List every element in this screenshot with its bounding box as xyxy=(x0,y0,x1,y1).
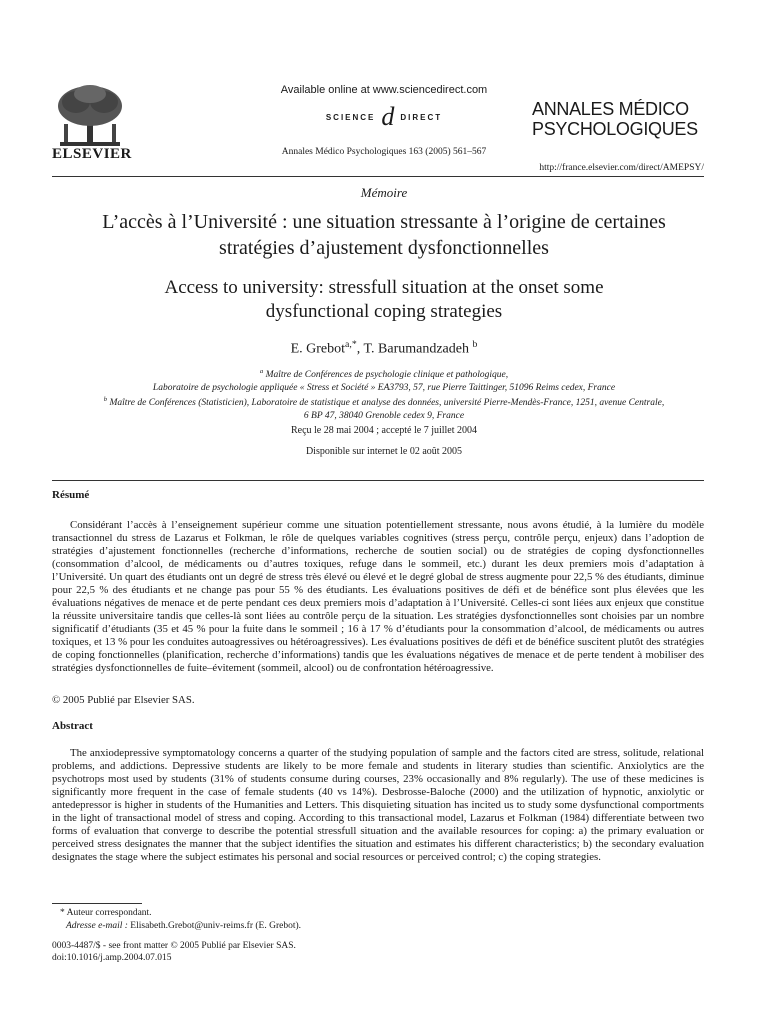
article-type: Mémoire xyxy=(360,185,408,200)
authors xyxy=(0,339,768,358)
affiliation-a-text1: Maître de Conférences de psychologie clinique et pathologique, xyxy=(265,370,509,381)
journal-title xyxy=(532,99,732,139)
author-2: T. Barumandzadeh xyxy=(363,341,469,357)
title-english-line1: Access to university: stressfull situation at the onset some xyxy=(164,277,604,298)
author-1-affil: a,* xyxy=(345,339,357,350)
sd-mark: d xyxy=(381,102,395,131)
doi-line[interactable]: doi:10.1016/j.amp.2004.07.015 xyxy=(52,953,172,963)
journal-url[interactable]: http://france.elsevier.com/direct/AMEPSY/ xyxy=(539,163,704,173)
journal-citation: Annales Médico Psychologiques 163 (2005) 561–567 xyxy=(281,147,487,157)
abstract-heading: Abstract xyxy=(52,720,93,732)
received-dates: Reçu le 28 mai 2004 ; accepté le 7 juillet 2004 xyxy=(290,425,478,436)
affiliation-a-mark: a xyxy=(259,368,264,375)
author-separator: , xyxy=(356,341,364,357)
email-label: Adresse e-mail : xyxy=(66,921,128,931)
author-2-affil: b xyxy=(472,339,478,350)
resume-paragraph: Considérant l’accès à l’enseignement supérieur comme une situation potentiellement stressante, nous avons étudié, à la lumière du modèle transactionnel du stress de Lazarus et Folkman, le rôle de quelques variables cognitives (stress perçu, contrôle perçu, enjeux) dans l’adoption de stratégies d’ajustement fonctionnelles (recherche d’informations, recherche de soutien social) ou de stratégies de coping dysfonctionnelles (consommation d’alcool, de médicaments ou d’autres toxiques, refuge dans le sommeil, etc.) durant les deux premiers mois d’adaptation à l’Université. Un quart des étudiants ont un degré de stress très élevé ou élevé et le degré global de stress augmente pour 22,5 % des étudiants, diminue pour 22,5 % des étudiants et ne change pas pour 55 % des étudiants. Les évaluations positives de défi et de bénéfice sont plus élevées que les évaluations négatives de menace et de perte pendant ces deux premiers mois d’adaptation à l’Université. Celles-ci sont liées aux enjeux que constitue la réussite universitaire tandis que celles-là sont liées au contrôle perçu de la situation. Les stratégies dysfonctionnelles sont choisies par un nombre significatif d’étudiants (35 et 45 % pour la fuite dans le sommeil ; 16 à 17 % d’étudiants pour la consommation d’alcool, de médicaments ou autres toxiques, et 13 % pour les conduites autoagressives ou hétéroagressives). Les évaluations positives de défi et de bénéfice suscitent plutôt des stratégies de coping fonctionnelles (planification, recherche d’informations) tandis que les évaluations négatives de menace et de perte tendent à mobiliser des stratégies dysfonctionnelles de fuite–évitement (sommeil, alcool) ou de confrontation hétéroagressive. xyxy=(52,519,704,674)
affiliation-b-line2: 6 BP 47, 38040 Grenoble cedex 9, France xyxy=(303,410,465,421)
journal-title-line1: ANNALES MÉDICO xyxy=(532,99,689,119)
title-english-line2: dysfunctional coping strategies xyxy=(265,301,503,322)
sd-right-text: DIRECT xyxy=(400,112,443,122)
affiliation-a-line1 xyxy=(0,366,768,382)
online-date: Disponible sur internet le 02 août 2005 xyxy=(305,446,463,457)
footnote-corresponding: * Auteur correspondant. xyxy=(60,908,152,918)
affiliation-b-text1: Maître de Conférences (Statisticien), Laboratoire de statistique et analyse des données, université Pierre-Mendès-France, 1251, avenue Centrale, xyxy=(109,398,665,409)
header-divider xyxy=(52,176,704,177)
abstract-paragraph: The anxiodepressive symptomatology concerns a quarter of the studying population of sample and the factors cited are stress, solitude, relational problems, and addictions. Depressive students are likely to be more female and students in literary studies than scientific. Anxiolytics are the psychotrops most used by students (31% of students consume during courses, 23% occasionally and 8% regularly). The use of these medicines is significantly more frequent in the case of female students (40 vs 14%). Desbrosse-Baloche (2000) and the utilization of hypnotic, anxiolytic or antedepressor is higher in students of the Humanities and Letters. This disquieting situation has incited us to study some dysfunctional comportments in the light of transactional model of stress and coping. According to this transactional model, Lazarus et Folkman (1984) differentiate between two forms of evaluation that converge to describe the potential stressfull situation and the available resources for coping: a) the primary evaluation or perceived stress designates the manner that the subject identifies the situation and estimates his different characteristics; b) the secondary evaluation designates the stage where the subject estimates his personal and social resources or perceived control; c) the coping strategies. xyxy=(52,747,704,863)
affiliation-b-mark: b xyxy=(103,396,108,404)
affiliation-b-line1 xyxy=(0,394,768,410)
publisher-name: ELSEVIER xyxy=(52,146,132,162)
affiliations xyxy=(0,366,768,422)
footnote-email xyxy=(66,920,301,932)
title-french xyxy=(0,209,768,261)
available-online-text[interactable]: Available online at www.sciencedirect.com xyxy=(280,84,488,96)
journal-title-line2: PSYCHOLOGIQUES xyxy=(532,119,698,139)
sd-left-text: SCIENCE xyxy=(325,112,376,122)
footnote-divider xyxy=(52,903,142,904)
author-1: E. Grebot xyxy=(290,341,346,357)
title-french-line2: stratégies d’ajustement dysfonctionnelles xyxy=(219,237,549,259)
resume-divider xyxy=(52,480,704,481)
title-english xyxy=(0,276,768,324)
resume-heading: Résumé xyxy=(52,489,90,501)
issn-line: 0003-4487/$ - see front matter © 2005 Publié par Elsevier SAS. xyxy=(52,941,296,951)
email-address[interactable]: Elisabeth.Grebot@univ-reims.fr (E. Grebot). xyxy=(130,921,302,931)
title-french-line1: L’accès à l’Université : une situation stressante à l’origine de certaines xyxy=(102,211,666,233)
affiliation-a-line2: Laboratoire de psychologie appliquée « Stress et Société » EA3793, 57, rue Pierre Taittinger, 51096 Reims cedex, France xyxy=(152,382,616,393)
resume-copyright: © 2005 Publié par Elsevier SAS. xyxy=(52,694,195,706)
